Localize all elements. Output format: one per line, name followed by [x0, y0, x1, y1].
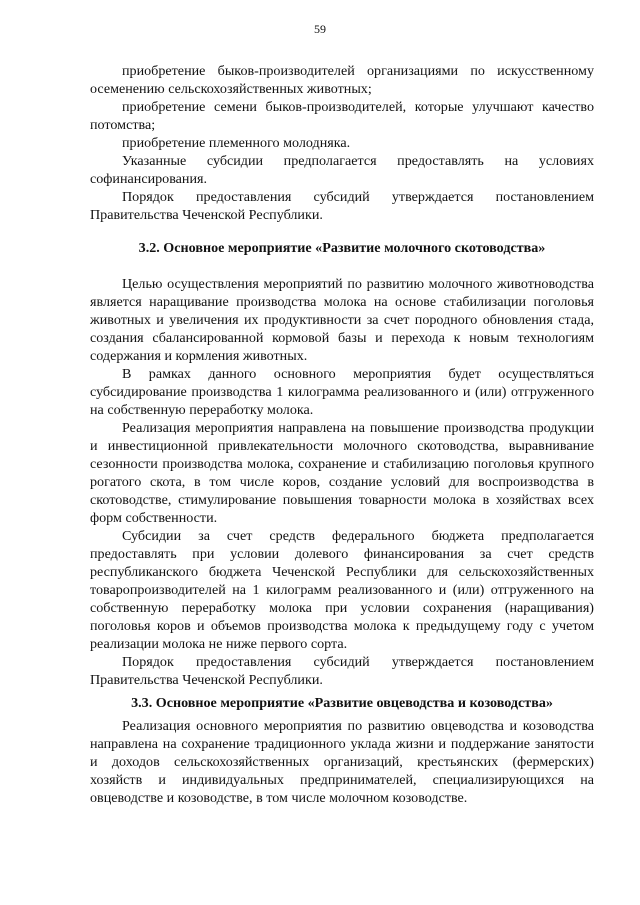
- paragraph: приобретение быков-производителей организациями по искусственному осеменению сельскохозяйственных животных;: [90, 63, 594, 97]
- paragraph: Субсидии за счет средств федерального бюджета предполагается предоставлять при условии долевого финансирования за счет средств республиканского бюджета Чеченской Республики для сельскохозяйственных товаропроизводителей на 1 килограмм реализованного и (или) отгруженного на собственную переработку молока при условии сохранения (наращивания) поголовья коров и объемов производства молока к предыдущему году с учетом реализации молока не ниже первого сорта.: [90, 528, 594, 652]
- paragraph: Порядок предоставления субсидий утверждается постановлением Правительства Чеченской Республики.: [90, 189, 594, 223]
- paragraph: В рамках данного основного мероприятия будет осуществляться субсидирование производства 1 килограмма реализованного и (или) отгруженного на собственную переработку молока.: [90, 366, 594, 418]
- page-number: 59: [314, 22, 326, 36]
- document-body: [90, 62, 594, 807]
- paragraph: приобретение семени быков-производителей, которые улучшают качество потомства;: [90, 99, 594, 133]
- section-heading-3-3: 3.3. Основное мероприятие «Развитие овцеводства и козоводства»: [131, 695, 553, 711]
- paragraph: Указанные субсидии предполагается предоставлять на условиях софинансирования.: [90, 153, 594, 187]
- paragraph: Реализация основного мероприятия по развитию овцеводства и козоводства направлена на сохранение традиционного уклада жизни и поддержание занятости и доходов сельскохозяйственных организаций, крестьянских (фермерских) хозяйств и индивидуальных предпринимателей, специализирующихся на овцеводстве и козоводстве, в том числе молочном козоводстве.: [90, 718, 594, 806]
- paragraph: Целью осуществления мероприятий по развитию молочного животноводства является наращивание производства молока на основе стабилизации поголовья животных и увеличения их продуктивности за счет породного обновления стада, создания сбалансированной кормовой базы и перехода к новым технологиям содержания и кормления животных.: [90, 276, 594, 364]
- paragraph: приобретение племенного молодняка.: [122, 135, 351, 151]
- section-heading-3-2: 3.2. Основное мероприятие «Развитие молочного скотоводства»: [138, 240, 546, 256]
- paragraph: Порядок предоставления субсидий утверждается постановлением Правительства Чеченской Республики.: [90, 654, 594, 688]
- paragraph: Реализация мероприятия направлена на повышение производства продукции и инвестиционной привлекательности молочного скотоводства, выравнивание сезонности производства молока, сохранение и стабилизацию поголовья крупного рогатого скота, в том числе коров, создание условий для воспроизводства в скотоводстве, стимулирование повышения товарности молока в хозяйствах всех форм собственности.: [90, 420, 594, 526]
